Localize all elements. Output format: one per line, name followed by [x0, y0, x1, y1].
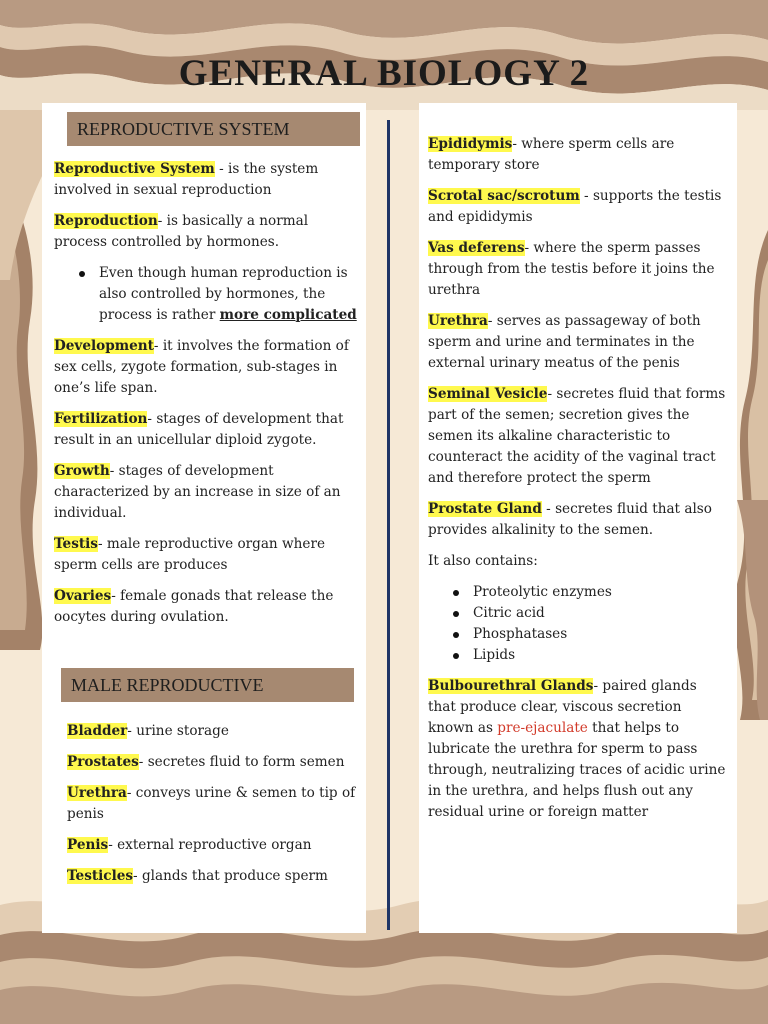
- male-term: Bladder: [67, 723, 128, 739]
- organ-text: that helps to lubricate the urethra for sperm to pass through, neutralizing traces of acidic urine in the urethra, and helps flush out any residual urine or foreign matter: [428, 720, 726, 820]
- definition-text: - is basically a normal process controlled by hormones.: [54, 213, 309, 250]
- organ-entry: [428, 676, 728, 823]
- contains-item: Proteolytic enzymes: [473, 582, 728, 603]
- definition-entry: [54, 211, 364, 253]
- male-term: Testicles: [67, 868, 134, 884]
- organ-text: - secretes fluid that forms part of the semen; secretion gives the semen its alkaline characteristic to counteract the acidity of the vaginal tract and therefore protect the sperm: [428, 386, 726, 486]
- organ-term: Urethra: [428, 313, 488, 329]
- definition-text: - it involves the formation of sex cells, zygote formation, sub-stages in one’s life span.: [54, 338, 349, 396]
- organ-text: - where the sperm passes through from the testis before it joins the urethra: [428, 240, 715, 298]
- definition-term: Reproductive System: [54, 161, 215, 177]
- definition-entry: [54, 336, 364, 399]
- organ-text: - where sperm cells are temporary store: [428, 136, 675, 173]
- definition-text: - female gonads that release the oocytes during ovulation.: [54, 588, 334, 625]
- male-text: - urine storage: [127, 723, 229, 739]
- male-entry: [67, 783, 357, 825]
- male-text: - conveys urine & semen to tip of penis: [67, 785, 356, 822]
- right-column: [428, 134, 728, 833]
- male-text: - external reproductive organ: [108, 837, 312, 853]
- organ-entry: [428, 384, 728, 489]
- organ-term: Bulbourethral Glands: [428, 678, 594, 694]
- male-text: - secretes fluid to form semen: [138, 754, 345, 770]
- organ-text: - serves as passageway of both sperm and urine and terminates in the external urinary meatus of the penis: [428, 313, 701, 371]
- male-term: Urethra: [67, 785, 127, 801]
- definition-term: Reproduction: [54, 213, 158, 229]
- organ-term: Seminal Vesicle: [428, 386, 548, 402]
- organ-text: - secretes fluid that also provides alkalinity to the semen.: [428, 501, 712, 538]
- male-entry: [67, 866, 357, 887]
- definition-term: Growth: [54, 463, 110, 479]
- contains-list: [428, 582, 728, 666]
- male-reproductive-heading-label: MALE REPRODUCTIVE: [71, 674, 264, 695]
- page-title: GENERAL BIOLOGY 2: [178, 53, 590, 94]
- male-entry: [67, 835, 357, 856]
- male-entry: [67, 721, 357, 742]
- organ-entry: [428, 499, 728, 541]
- organ-term: Prostate Gland: [428, 501, 542, 517]
- male-column: [67, 721, 357, 897]
- definition-term: Ovaries: [54, 588, 112, 604]
- organ-text: - paired glands that produce clear, viscous secretion known as: [428, 678, 697, 736]
- bullet-emphasis: more complicated: [219, 307, 357, 323]
- bullet-list: [54, 263, 364, 326]
- definition-term: Fertilization: [54, 411, 148, 427]
- pre-ejaculate-term: pre-ejaculate: [497, 720, 588, 736]
- definition-entry: [54, 534, 364, 576]
- organ-entry: [428, 134, 728, 176]
- definition-entry: [54, 586, 364, 628]
- definition-text: - stages of development that result in an unicellular diploid zygote.: [54, 411, 344, 448]
- organ-term: Epididymis: [428, 136, 513, 152]
- male-entry: [67, 752, 357, 773]
- male-reproductive-heading: [61, 668, 354, 702]
- contains-item: Citric acid: [473, 603, 728, 624]
- organ-text: - supports the testis and epididymis: [428, 188, 722, 225]
- contains-item: Phosphatases: [473, 624, 728, 645]
- organ-term: Vas deferens: [428, 240, 525, 256]
- male-term: Penis: [67, 837, 109, 853]
- definition-text: - stages of development characterized by an increase in size of an individual.: [54, 463, 341, 521]
- contains-label: It also contains:: [428, 553, 538, 569]
- organ-entry: [428, 311, 728, 374]
- definition-entry: [54, 409, 364, 451]
- column-divider: [387, 120, 390, 930]
- definition-text: - male reproductive organ where sperm cells are produces: [54, 536, 325, 573]
- definition-term: Development: [54, 338, 154, 354]
- organ-term: Scrotal sac/scrotum: [428, 188, 580, 204]
- organ-entry: [428, 186, 728, 228]
- reproductive-system-heading: [67, 112, 360, 146]
- male-text: - glands that produce sperm: [133, 868, 328, 884]
- definition-entry: [54, 159, 364, 201]
- reproductive-system-heading-label: REPRODUCTIVE SYSTEM: [77, 118, 290, 139]
- left-column: [54, 159, 364, 638]
- contains-item: Lipids: [473, 645, 728, 666]
- definition-text: - is the system involved in sexual reproduction: [54, 161, 319, 198]
- bullet-item: [99, 263, 364, 326]
- male-term: Prostates: [67, 754, 139, 770]
- definition-term: Testis: [54, 536, 98, 552]
- organ-entry: [428, 238, 728, 301]
- definition-entry: [54, 461, 364, 524]
- bullet-text: Even though human reproduction is also controlled by hormones, the process is rather: [99, 265, 348, 323]
